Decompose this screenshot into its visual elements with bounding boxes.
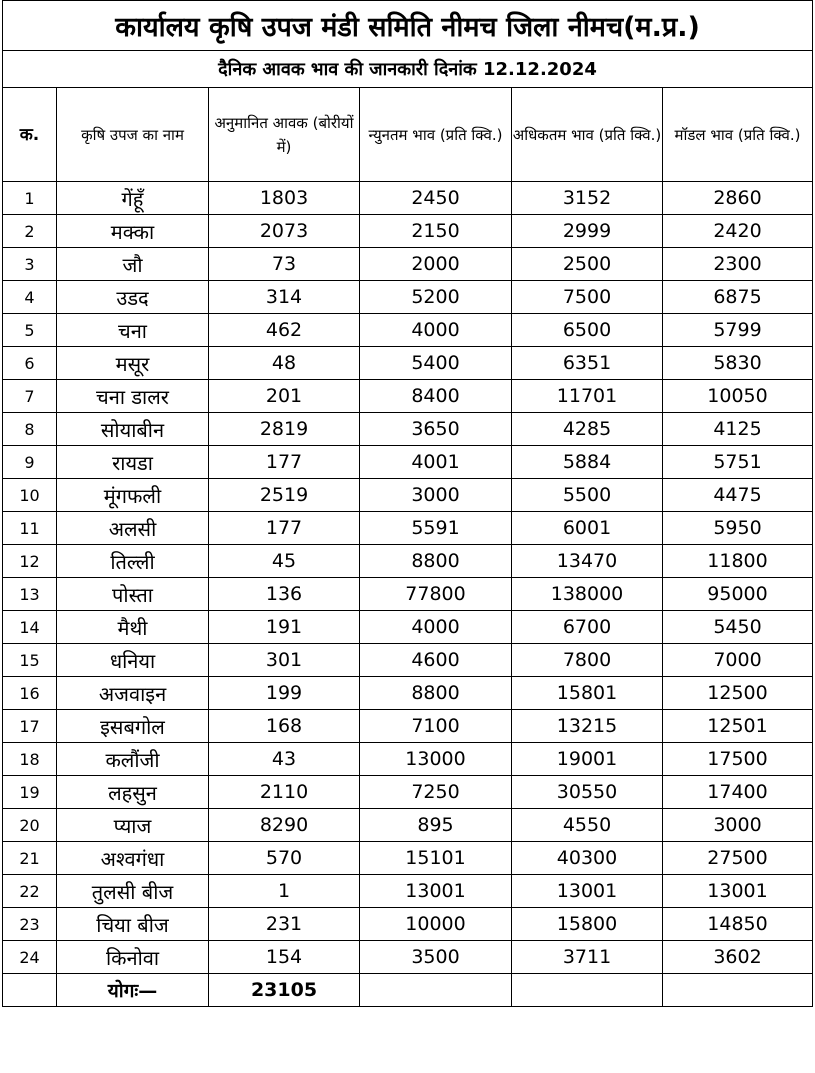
- cell-max-price: 11701: [512, 380, 663, 413]
- cell-sno: 16: [3, 677, 57, 710]
- cell-sno: 20: [3, 809, 57, 842]
- cell-arrival: 2110: [209, 776, 360, 809]
- cell-crop: मसूर: [57, 347, 209, 380]
- cell-max-price: 5884: [512, 446, 663, 479]
- cell-sno: 5: [3, 314, 57, 347]
- cell-max-price: 4285: [512, 413, 663, 446]
- cell-modal-price: 2300: [663, 248, 813, 281]
- cell-arrival: 168: [209, 710, 360, 743]
- table-row: [3, 479, 813, 512]
- cell-max-price: 40300: [512, 842, 663, 875]
- cell-modal-price: 10050: [663, 380, 813, 413]
- cell-modal-price: 2860: [663, 182, 813, 215]
- cell-min-price: 4600: [360, 644, 512, 677]
- header-arrival: अनुमानित आवक (बोरीयों में): [209, 88, 360, 182]
- cell-sno: 1: [3, 182, 57, 215]
- cell-arrival: 2073: [209, 215, 360, 248]
- cell-min-price: 5400: [360, 347, 512, 380]
- cell-min-price: 8400: [360, 380, 512, 413]
- header-crop: कृषि उपज का नाम: [57, 88, 209, 182]
- cell-min-price: 2150: [360, 215, 512, 248]
- cell-arrival: 301: [209, 644, 360, 677]
- cell-crop: चिया बीज: [57, 908, 209, 941]
- table-row: [3, 941, 813, 974]
- cell-arrival: 1: [209, 875, 360, 908]
- cell-crop: अजवाइन: [57, 677, 209, 710]
- table-row: [3, 347, 813, 380]
- table-row: [3, 908, 813, 941]
- cell-arrival: 177: [209, 446, 360, 479]
- cell-modal-price: 17400: [663, 776, 813, 809]
- cell-arrival: 73: [209, 248, 360, 281]
- table-body: [3, 182, 813, 974]
- table-row: [3, 677, 813, 710]
- report-subtitle: दैनिक आवक भाव की जानकारी दिनांक 12.12.2024: [3, 51, 813, 88]
- cell-crop: मक्का: [57, 215, 209, 248]
- cell-arrival: 199: [209, 677, 360, 710]
- cell-arrival: 231: [209, 908, 360, 941]
- cell-modal-price: 95000: [663, 578, 813, 611]
- cell-crop: लहसुन: [57, 776, 209, 809]
- cell-sno: 6: [3, 347, 57, 380]
- cell-max-price: 3711: [512, 941, 663, 974]
- total-arrival: 23105: [209, 974, 360, 1007]
- cell-modal-price: 7000: [663, 644, 813, 677]
- cell-min-price: 13000: [360, 743, 512, 776]
- cell-crop: तिल्ली: [57, 545, 209, 578]
- cell-arrival: 314: [209, 281, 360, 314]
- cell-arrival: 2519: [209, 479, 360, 512]
- cell-sno: 12: [3, 545, 57, 578]
- cell-arrival: 191: [209, 611, 360, 644]
- cell-max-price: 13001: [512, 875, 663, 908]
- cell-modal-price: 5450: [663, 611, 813, 644]
- cell-crop: पोस्ता: [57, 578, 209, 611]
- cell-arrival: 570: [209, 842, 360, 875]
- cell-sno: 22: [3, 875, 57, 908]
- cell-max-price: 5500: [512, 479, 663, 512]
- cell-arrival: 48: [209, 347, 360, 380]
- cell-min-price: 3650: [360, 413, 512, 446]
- cell-min-price: 3000: [360, 479, 512, 512]
- cell-modal-price: 5799: [663, 314, 813, 347]
- table-row: [3, 314, 813, 347]
- cell-sno: 4: [3, 281, 57, 314]
- cell-crop: मैथी: [57, 611, 209, 644]
- cell-min-price: 13001: [360, 875, 512, 908]
- cell-max-price: 2999: [512, 215, 663, 248]
- table-row: [3, 281, 813, 314]
- cell-crop: तुलसी बीज: [57, 875, 209, 908]
- table-row: [3, 644, 813, 677]
- cell-modal-price: 5751: [663, 446, 813, 479]
- cell-min-price: 4000: [360, 314, 512, 347]
- table-row: [3, 776, 813, 809]
- table-row: [3, 809, 813, 842]
- table-row: [3, 710, 813, 743]
- table-row: [3, 743, 813, 776]
- total-row: [3, 974, 813, 1007]
- cell-sno: 15: [3, 644, 57, 677]
- cell-max-price: 6001: [512, 512, 663, 545]
- cell-arrival: 8290: [209, 809, 360, 842]
- cell-modal-price: 14850: [663, 908, 813, 941]
- cell-modal-price: 2420: [663, 215, 813, 248]
- cell-min-price: 7250: [360, 776, 512, 809]
- cell-modal-price: 4125: [663, 413, 813, 446]
- cell-min-price: 5200: [360, 281, 512, 314]
- cell-crop: गेंहूँ: [57, 182, 209, 215]
- cell-min-price: 895: [360, 809, 512, 842]
- table-row: [3, 182, 813, 215]
- total-blank-modal: [663, 974, 813, 1007]
- cell-max-price: 3152: [512, 182, 663, 215]
- cell-crop: मूंगफली: [57, 479, 209, 512]
- cell-min-price: 7100: [360, 710, 512, 743]
- cell-modal-price: 12501: [663, 710, 813, 743]
- cell-modal-price: 3602: [663, 941, 813, 974]
- cell-min-price: 5591: [360, 512, 512, 545]
- cell-sno: 7: [3, 380, 57, 413]
- cell-sno: 19: [3, 776, 57, 809]
- cell-max-price: 19001: [512, 743, 663, 776]
- cell-modal-price: 5950: [663, 512, 813, 545]
- table-row: [3, 545, 813, 578]
- cell-arrival: 177: [209, 512, 360, 545]
- table-row: [3, 875, 813, 908]
- cell-crop: चना: [57, 314, 209, 347]
- cell-crop: चना डालर: [57, 380, 209, 413]
- cell-max-price: 2500: [512, 248, 663, 281]
- cell-min-price: 8800: [360, 677, 512, 710]
- header-max-price: अधिकतम भाव (प्रति क्वि.): [512, 88, 663, 182]
- cell-max-price: 6700: [512, 611, 663, 644]
- total-blank-min: [360, 974, 512, 1007]
- cell-crop: किनोवा: [57, 941, 209, 974]
- cell-min-price: 4001: [360, 446, 512, 479]
- cell-arrival: 45: [209, 545, 360, 578]
- total-blank-max: [512, 974, 663, 1007]
- cell-modal-price: 5830: [663, 347, 813, 380]
- cell-crop: धनिया: [57, 644, 209, 677]
- table-row: [3, 512, 813, 545]
- cell-max-price: 15800: [512, 908, 663, 941]
- cell-max-price: 30550: [512, 776, 663, 809]
- cell-max-price: 13215: [512, 710, 663, 743]
- cell-arrival: 136: [209, 578, 360, 611]
- cell-modal-price: 17500: [663, 743, 813, 776]
- cell-max-price: 6351: [512, 347, 663, 380]
- mandi-rate-table: [2, 0, 813, 1007]
- cell-sno: 9: [3, 446, 57, 479]
- cell-max-price: 6500: [512, 314, 663, 347]
- cell-crop: जौ: [57, 248, 209, 281]
- cell-sno: 8: [3, 413, 57, 446]
- cell-min-price: 8800: [360, 545, 512, 578]
- cell-modal-price: 11800: [663, 545, 813, 578]
- cell-crop: सोयाबीन: [57, 413, 209, 446]
- cell-sno: 24: [3, 941, 57, 974]
- cell-crop: प्याज: [57, 809, 209, 842]
- cell-arrival: 201: [209, 380, 360, 413]
- total-blank: [3, 974, 57, 1007]
- table-row: [3, 413, 813, 446]
- cell-max-price: 7800: [512, 644, 663, 677]
- cell-sno: 17: [3, 710, 57, 743]
- cell-min-price: 3500: [360, 941, 512, 974]
- cell-sno: 23: [3, 908, 57, 941]
- cell-min-price: 2450: [360, 182, 512, 215]
- cell-min-price: 15101: [360, 842, 512, 875]
- table-row: [3, 611, 813, 644]
- cell-max-price: 4550: [512, 809, 663, 842]
- cell-crop: कलौंजी: [57, 743, 209, 776]
- cell-crop: रायडा: [57, 446, 209, 479]
- cell-max-price: 13470: [512, 545, 663, 578]
- header-min-price: न्युनतम भाव (प्रति क्वि.): [360, 88, 512, 182]
- header-sno: क.: [3, 88, 57, 182]
- cell-sno: 13: [3, 578, 57, 611]
- table-row: [3, 578, 813, 611]
- cell-arrival: 2819: [209, 413, 360, 446]
- cell-min-price: 2000: [360, 248, 512, 281]
- table-row: [3, 842, 813, 875]
- cell-arrival: 43: [209, 743, 360, 776]
- cell-crop: इसबगोल: [57, 710, 209, 743]
- header-modal-price: मॉडल भाव (प्रति क्वि.): [663, 88, 813, 182]
- cell-sno: 21: [3, 842, 57, 875]
- cell-sno: 14: [3, 611, 57, 644]
- cell-modal-price: 6875: [663, 281, 813, 314]
- page-title: कार्यालय कृषि उपज मंडी समिति नीमच जिला नीमच(म.प्र.): [3, 1, 813, 51]
- cell-max-price: 138000: [512, 578, 663, 611]
- cell-crop: उडद: [57, 281, 209, 314]
- cell-modal-price: 27500: [663, 842, 813, 875]
- cell-sno: 18: [3, 743, 57, 776]
- cell-sno: 2: [3, 215, 57, 248]
- cell-arrival: 462: [209, 314, 360, 347]
- cell-min-price: 10000: [360, 908, 512, 941]
- total-label: योगः—: [57, 974, 209, 1007]
- cell-crop: अलसी: [57, 512, 209, 545]
- table-row: [3, 446, 813, 479]
- cell-max-price: 7500: [512, 281, 663, 314]
- cell-min-price: 4000: [360, 611, 512, 644]
- cell-modal-price: 4475: [663, 479, 813, 512]
- cell-arrival: 154: [209, 941, 360, 974]
- cell-sno: 3: [3, 248, 57, 281]
- table-row: [3, 380, 813, 413]
- cell-modal-price: 13001: [663, 875, 813, 908]
- table-row: [3, 215, 813, 248]
- cell-sno: 11: [3, 512, 57, 545]
- table-row: [3, 248, 813, 281]
- cell-modal-price: 12500: [663, 677, 813, 710]
- cell-modal-price: 3000: [663, 809, 813, 842]
- cell-min-price: 77800: [360, 578, 512, 611]
- cell-crop: अश्वगंधा: [57, 842, 209, 875]
- cell-max-price: 15801: [512, 677, 663, 710]
- cell-arrival: 1803: [209, 182, 360, 215]
- cell-sno: 10: [3, 479, 57, 512]
